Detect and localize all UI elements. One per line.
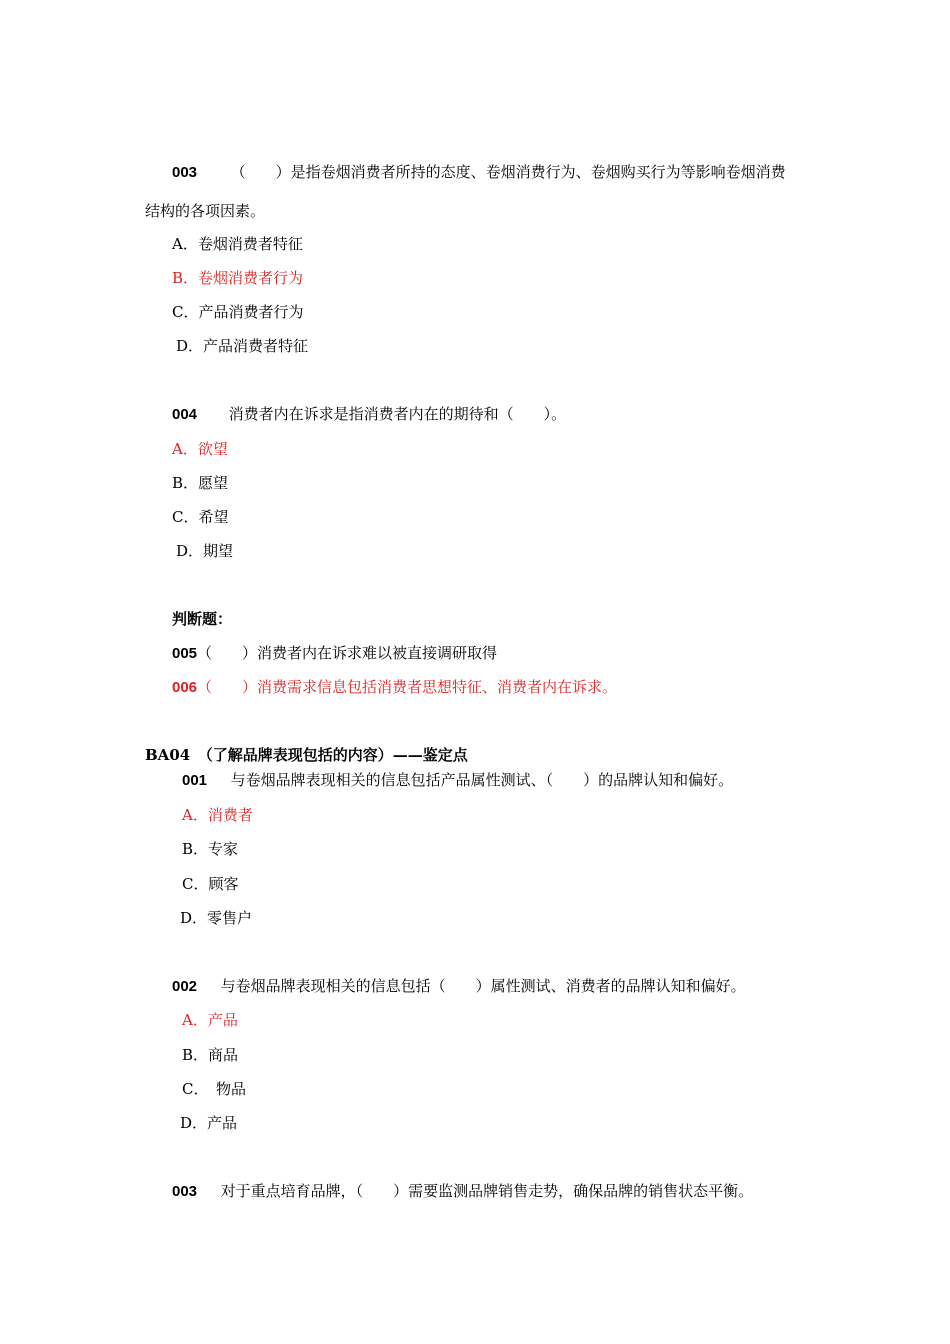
question-text: 与卷烟品牌表现相关的信息包括产品属性测试、（ ）的品牌认知和偏好。 (230, 771, 734, 789)
option-d: D．产品消费者特征 (176, 337, 309, 355)
option-d: D．期望 (176, 542, 234, 560)
option-b: B．愿望 (172, 474, 229, 492)
option-c: C．顾客 (182, 875, 239, 893)
question-text: （ ）消费需求信息包括消费者思想特征、消费者内在诉求。 (197, 678, 618, 696)
option-c: C．希望 (172, 508, 229, 526)
option-b-answer: B．卷烟消费者行为 (172, 269, 304, 287)
question-text: （ ）消费者内在诉求难以被直接调研取得 (197, 644, 498, 662)
option-b: B．专家 (182, 840, 239, 858)
option-c: C．产品消费者行为 (172, 303, 304, 321)
question-002 (172, 976, 746, 997)
option-c: C． 物品 (182, 1080, 246, 1098)
question-005 (172, 643, 497, 664)
question-text: 消费者内在诉求是指消费者内在的期待和（ ）。 (228, 405, 567, 423)
question-number: 005 (172, 645, 198, 662)
option-d: D．产品 (180, 1114, 238, 1132)
question-text-continued: 结构的各项因素。 (145, 202, 266, 220)
section-heading: BA04 （了解品牌表现包括的内容）——鉴定点 (145, 746, 468, 764)
question-number: 001 (182, 772, 208, 789)
question-006 (172, 677, 617, 698)
question-text: 与卷烟品牌表现相关的信息包括（ ）属性测试、消费者的品牌认知和偏好。 (220, 977, 746, 995)
option-a-answer: A．产品 (182, 1011, 238, 1029)
question-004 (172, 404, 566, 425)
question-number: 003 (172, 1183, 198, 1200)
option-b: B．商品 (182, 1046, 239, 1064)
question-number: 006 (172, 679, 198, 696)
question-number: 003 (172, 164, 198, 181)
question-003 (172, 162, 786, 183)
question-number: 002 (172, 978, 198, 995)
judgement-heading: 判断题： (172, 610, 233, 628)
question-text: 对于重点培育品牌，（ ）需要监测品牌销售走势，确保品牌的销售状态平衡。 (220, 1182, 754, 1200)
question-number: 004 (172, 406, 198, 423)
option-a-answer: A．消费者 (182, 806, 253, 824)
question-003-section2 (172, 1181, 753, 1202)
question-text: （ ）是指卷烟消费者所持的态度、卷烟消费行为、卷烟购买行为等影响卷烟消费 (230, 163, 786, 181)
option-a-answer: A．欲望 (172, 440, 228, 458)
option-a: A．卷烟消费者特征 (172, 235, 303, 253)
question-001 (182, 770, 733, 791)
option-d: D．零售户 (180, 909, 253, 927)
